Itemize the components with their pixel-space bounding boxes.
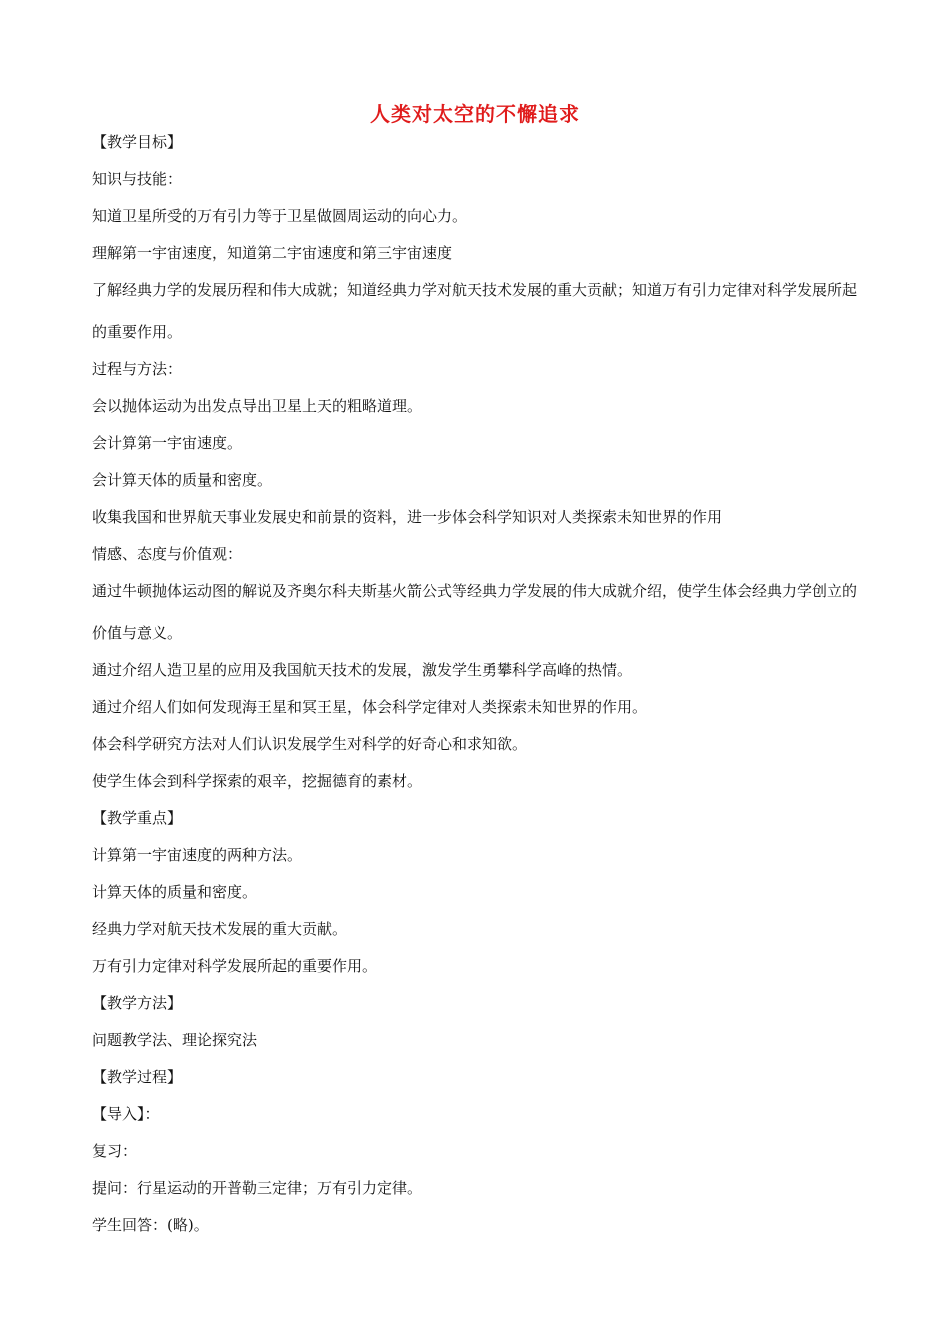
text-line: 通过介绍人造卫星的应用及我国航天技术的发展，激发学生勇攀科学高峰的热情。	[92, 661, 633, 679]
text-line: 体会科学研究方法对人们认识发展学生对科学的好奇心和求知欲。	[92, 735, 528, 753]
text-line: 学生回答：(略)。	[92, 1216, 209, 1234]
subheading-knowledge-skills: 知识与技能：	[92, 170, 183, 188]
text-line: 使学生体会到科学探索的艰辛，挖掘德育的素材。	[92, 772, 423, 790]
text-line: 会计算第一宇宙速度。	[92, 434, 243, 452]
text-line: 收集我国和世界航天事业发展史和前景的资料，进一步体会科学知识对人类探索未知世界的作用	[92, 508, 723, 526]
document-body	[92, 131, 862, 1251]
text-line: 会计算天体的质量和密度。	[92, 471, 273, 489]
text-line: 计算第一宇宙速度的两种方法。	[92, 846, 303, 864]
text-line: 复习：	[92, 1142, 138, 1160]
subheading-process-method: 过程与方法：	[92, 360, 183, 378]
text-line: 理解第一宇宙速度，知道第二宇宙速度和第三宇宙速度	[92, 244, 453, 262]
text-line: 经典力学对航天技术发展的重大贡献。	[92, 920, 348, 938]
section-heading-objectives: 【教学目标】	[92, 133, 183, 151]
text-line: 知道卫星所受的万有引力等于卫星做圆周运动的向心力。	[92, 207, 468, 225]
subheading-emotion-values: 情感、态度与价值观：	[92, 545, 243, 563]
text-paragraph: 了解经典力学的发展历程和伟大成就；知道经典力学对航天技术发展的重大贡献；知道万有引力定律对科学发展所起的重要作用。	[92, 281, 858, 341]
text-line: 通过介绍人们如何发现海王星和冥王星，体会科学定律对人类探索未知世界的作用。	[92, 698, 648, 716]
text-line: 万有引力定律对科学发展所起的重要作用。	[92, 957, 378, 975]
subheading-introduction: 【导入】：	[92, 1105, 160, 1123]
text-line: 提问：行星运动的开普勒三定律；万有引力定律。	[92, 1179, 423, 1197]
text-paragraph: 通过牛顿抛体运动图的解说及齐奥尔科夫斯基火箭公式等经典力学发展的伟大成就介绍，使学生体会经典力学创立的价值与意义。	[92, 582, 858, 642]
text-line: 计算天体的质量和密度。	[92, 883, 258, 901]
text-line: 问题教学法、理论探究法	[92, 1031, 258, 1049]
document-title: 人类对太空的不懈追求	[370, 102, 580, 126]
section-heading-key-points: 【教学重点】	[92, 809, 183, 827]
text-line: 会以抛体运动为出发点导出卫星上天的粗略道理。	[92, 397, 423, 415]
section-heading-process: 【教学过程】	[92, 1068, 183, 1086]
section-heading-methods: 【教学方法】	[92, 994, 183, 1012]
